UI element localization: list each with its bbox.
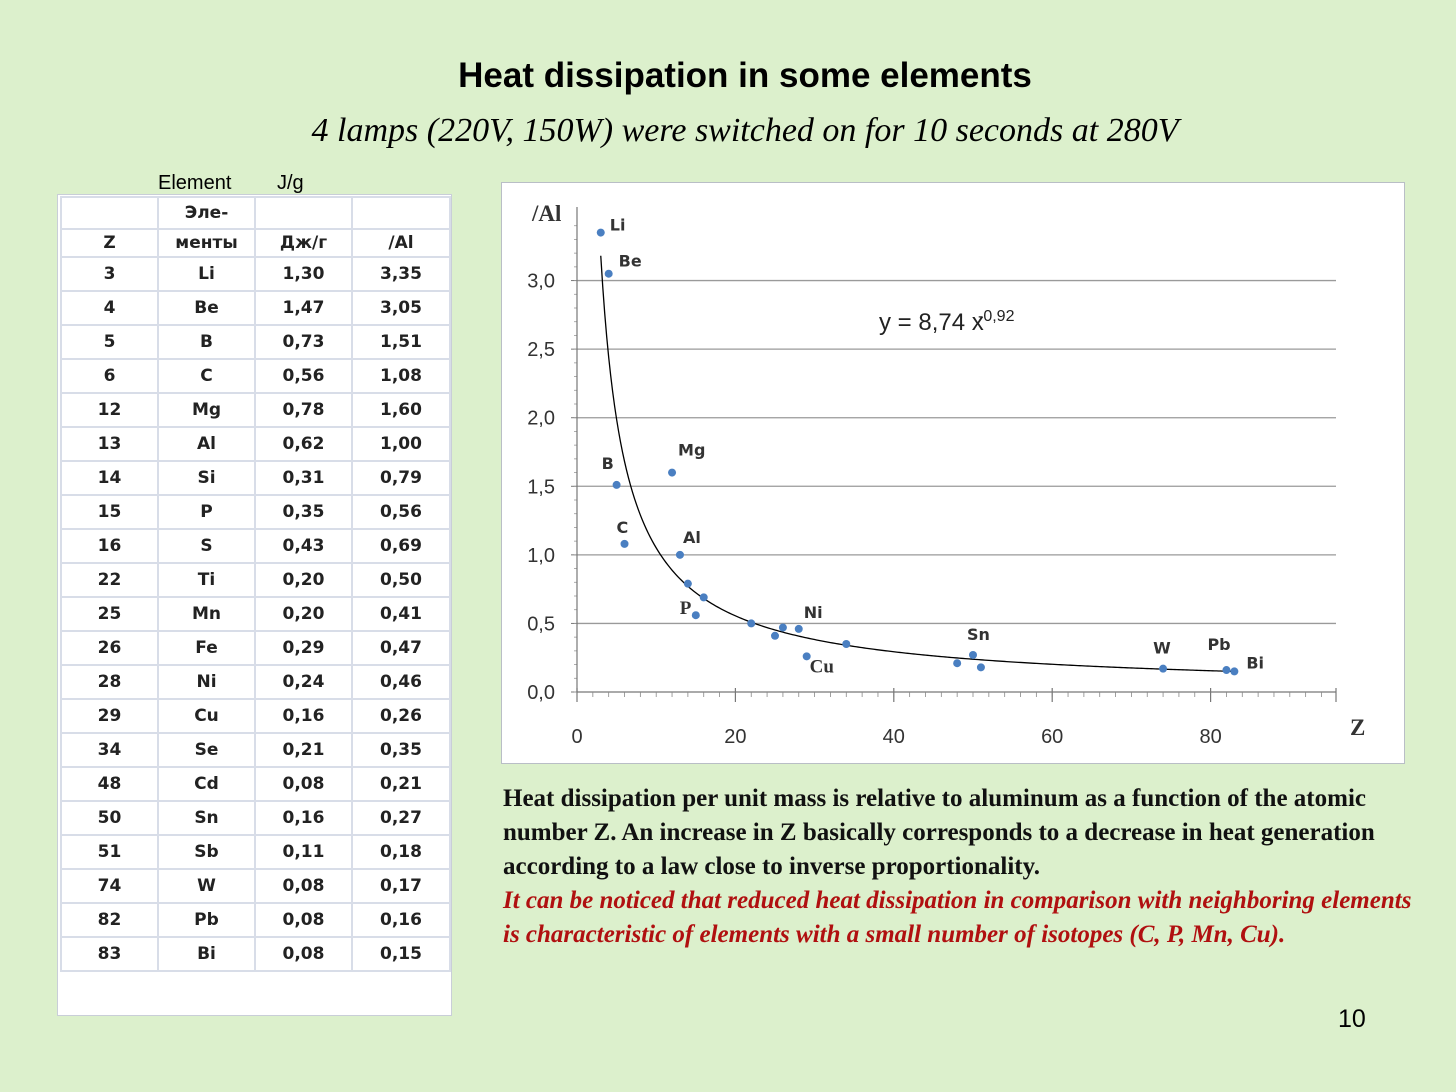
table-row xyxy=(61,325,450,359)
x-axis-label: Z xyxy=(1350,715,1366,740)
table-header-row xyxy=(61,229,450,257)
point-label: Cu xyxy=(809,656,834,678)
cell-element: Cd xyxy=(158,767,255,801)
point-label: Al xyxy=(682,527,701,547)
cell-jg: 0,78 xyxy=(255,393,352,427)
cell-jg: 0,35 xyxy=(255,495,352,529)
data-point xyxy=(613,481,621,489)
table-row xyxy=(61,563,450,597)
table-row xyxy=(61,699,450,733)
table-row xyxy=(61,801,450,835)
x-tick-label: 20 xyxy=(724,726,747,748)
cell-element: Ni xyxy=(158,665,255,699)
table-row xyxy=(61,665,450,699)
x-tick-label: 60 xyxy=(1041,726,1064,748)
cell-jg: 0,73 xyxy=(255,325,352,359)
cell-element: Pb xyxy=(158,903,255,937)
cell-rel-al: 3,05 xyxy=(352,291,450,325)
cell-element: Be xyxy=(158,291,255,325)
point-label: Bi xyxy=(1246,653,1265,673)
table-row xyxy=(61,257,450,291)
cell-rel-al: 0,15 xyxy=(352,937,450,971)
description-note: It can be noticed that reduced heat dissipation in comparison with neighboring elements is characteristic of elements with a small number of isotopes (C, P, Mn, Cu). xyxy=(503,887,1412,948)
scatter-chart xyxy=(502,183,1404,763)
cell-jg: 0,62 xyxy=(255,427,352,461)
data-point xyxy=(605,270,613,278)
cell-z: 25 xyxy=(61,597,158,631)
cell-z xyxy=(61,197,158,229)
point-label: P xyxy=(679,598,692,620)
data-point xyxy=(676,551,684,559)
cell-jg: 0,56 xyxy=(255,359,352,393)
cell-element: P xyxy=(158,495,255,529)
cell-z: 22 xyxy=(61,563,158,597)
cell-rel-al: 0,79 xyxy=(352,461,450,495)
x-tick-label: 40 xyxy=(882,726,905,748)
table-row xyxy=(61,869,450,903)
y-tick-label: 0,5 xyxy=(527,613,555,636)
trendline-exponent: -0,92 xyxy=(978,308,1015,325)
cell-rel-al: 0,41 xyxy=(352,597,450,631)
cell-element: Mn xyxy=(158,597,255,631)
cell-jg xyxy=(255,197,352,229)
y-tick-label: 2,0 xyxy=(527,407,555,430)
cell-element: C xyxy=(158,359,255,393)
point-label: Li xyxy=(609,215,626,235)
data-point xyxy=(1222,666,1230,674)
cell-element: менты xyxy=(158,229,255,257)
cell-rel-al: 0,46 xyxy=(352,665,450,699)
cell-z: 48 xyxy=(61,767,158,801)
cell-z: 34 xyxy=(61,733,158,767)
table-row xyxy=(61,767,450,801)
cell-jg: 0,16 xyxy=(255,801,352,835)
cell-rel-al: 0,69 xyxy=(352,529,450,563)
data-point xyxy=(842,640,850,648)
point-label: W xyxy=(1153,638,1171,658)
cell-z: 29 xyxy=(61,699,158,733)
cell-z: 26 xyxy=(61,631,158,665)
table-row xyxy=(61,427,450,461)
point-label: Mg xyxy=(678,440,706,460)
cell-jg: 0,24 xyxy=(255,665,352,699)
cell-z: 12 xyxy=(61,393,158,427)
cell-jg: 0,43 xyxy=(255,529,352,563)
cell-jg: 0,29 xyxy=(255,631,352,665)
cell-element: Эле- xyxy=(158,197,255,229)
cell-z: 13 xyxy=(61,427,158,461)
cell-element: Sb xyxy=(158,835,255,869)
table-row xyxy=(61,461,450,495)
cell-z: 3 xyxy=(61,257,158,291)
y-tick-label: 2,5 xyxy=(527,339,555,362)
cell-element: Sn xyxy=(158,801,255,835)
table-row xyxy=(61,359,450,393)
cell-element: Se xyxy=(158,733,255,767)
cell-jg: 0,08 xyxy=(255,937,352,971)
cell-rel-al: 0,21 xyxy=(352,767,450,801)
cell-z: 4 xyxy=(61,291,158,325)
cell-rel-al: 1,08 xyxy=(352,359,450,393)
table-row xyxy=(61,291,450,325)
cell-element: Mg xyxy=(158,393,255,427)
cell-jg: 0,21 xyxy=(255,733,352,767)
table-header-row xyxy=(61,197,450,229)
page-number: 10 xyxy=(1338,1005,1366,1033)
element-table-panel xyxy=(57,194,452,1016)
x-tick-label: 80 xyxy=(1199,726,1222,748)
data-point xyxy=(969,651,977,659)
cell-z: 51 xyxy=(61,835,158,869)
cell-z: 5 xyxy=(61,325,158,359)
point-label: C xyxy=(616,517,629,537)
table-row xyxy=(61,937,450,971)
chart-panel xyxy=(501,182,1405,764)
trendline-equation: y = 8,74 x xyxy=(879,309,984,336)
data-point xyxy=(795,625,803,633)
cell-z: 82 xyxy=(61,903,158,937)
table-row xyxy=(61,733,450,767)
cell-jg: 0,08 xyxy=(255,767,352,801)
description-text: Heat dissipation per unit mass is relative to aluminum as a function of the atomic number Z. An increase in Z basically corresponds to a decrease in heat generation according to a law close to inverse proportionality. xyxy=(503,785,1375,880)
cell-z: 6 xyxy=(61,359,158,393)
data-point xyxy=(1159,665,1167,673)
cell-jg: 0,08 xyxy=(255,869,352,903)
cell-rel-al: 0,27 xyxy=(352,801,450,835)
cell-rel-al: /Al xyxy=(352,229,450,257)
cell-jg: 1,47 xyxy=(255,291,352,325)
data-point xyxy=(953,659,961,667)
cell-rel-al: 0,18 xyxy=(352,835,450,869)
cell-element: Fe xyxy=(158,631,255,665)
cell-element: S xyxy=(158,529,255,563)
cell-z: 83 xyxy=(61,937,158,971)
table-row xyxy=(61,495,450,529)
data-point xyxy=(684,580,692,588)
cell-jg: 0,20 xyxy=(255,597,352,631)
data-point xyxy=(977,663,985,671)
cell-rel-al: 0,47 xyxy=(352,631,450,665)
cell-z: 15 xyxy=(61,495,158,529)
cell-jg: 0,20 xyxy=(255,563,352,597)
cell-rel-al: 0,35 xyxy=(352,733,450,767)
cell-rel-al: 3,35 xyxy=(352,257,450,291)
cell-z: 50 xyxy=(61,801,158,835)
table-row xyxy=(61,529,450,563)
cell-element: Ti xyxy=(158,563,255,597)
cell-jg: 0,11 xyxy=(255,835,352,869)
data-point xyxy=(597,229,605,237)
slide-title: Heat dissipation in some elements xyxy=(458,56,1032,95)
y-tick-label: 3,0 xyxy=(527,270,555,293)
cell-element: Al xyxy=(158,427,255,461)
slide-subtitle: 4 lamps (220V, 150W) were switched on for 10 seconds at 280V xyxy=(311,112,1179,149)
cell-element: Bi xyxy=(158,937,255,971)
table-row xyxy=(61,597,450,631)
cell-element: Si xyxy=(158,461,255,495)
y-tick-label: 1,5 xyxy=(527,476,555,499)
cell-rel-al: 0,17 xyxy=(352,869,450,903)
jg-header-label: J/g xyxy=(277,172,304,194)
cell-rel-al: 1,60 xyxy=(352,393,450,427)
point-label: Sn xyxy=(967,624,990,644)
cell-element: Cu xyxy=(158,699,255,733)
cell-rel-al: 0,50 xyxy=(352,563,450,597)
table-row xyxy=(61,835,450,869)
cell-z: 74 xyxy=(61,869,158,903)
cell-element: W xyxy=(158,869,255,903)
cell-rel-al: 0,16 xyxy=(352,903,450,937)
cell-jg: Дж/г xyxy=(255,229,352,257)
cell-rel-al xyxy=(352,197,450,229)
cell-rel-al: 0,56 xyxy=(352,495,450,529)
data-point xyxy=(747,619,755,627)
table-row xyxy=(61,903,450,937)
cell-jg: 0,08 xyxy=(255,903,352,937)
description xyxy=(503,782,1433,952)
y-tick-label: 0,0 xyxy=(527,682,555,704)
cell-jg: 0,16 xyxy=(255,699,352,733)
cell-rel-al: 1,51 xyxy=(352,325,450,359)
cell-rel-al: 1,00 xyxy=(352,427,450,461)
data-point xyxy=(779,624,787,632)
y-tick-label: 1,0 xyxy=(527,544,555,567)
y-axis-label: /Al xyxy=(532,201,562,226)
table-row xyxy=(61,393,450,427)
data-point xyxy=(771,632,779,640)
point-label: Ni xyxy=(803,602,823,622)
data-point xyxy=(668,469,676,477)
point-label: Be xyxy=(618,251,642,271)
element-table xyxy=(60,196,451,972)
x-tick-label: 0 xyxy=(571,726,583,748)
cell-z: 14 xyxy=(61,461,158,495)
cell-rel-al: 0,26 xyxy=(352,699,450,733)
data-point xyxy=(1230,667,1238,675)
data-point xyxy=(700,593,708,601)
data-point xyxy=(692,611,700,619)
point-label: Pb xyxy=(1207,635,1231,655)
cell-z: 28 xyxy=(61,665,158,699)
data-point xyxy=(621,540,629,548)
element-header-label: Element xyxy=(158,172,232,194)
point-label: B xyxy=(601,453,614,473)
cell-z: Z xyxy=(61,229,158,257)
cell-element: Li xyxy=(158,257,255,291)
cell-z: 16 xyxy=(61,529,158,563)
cell-element: B xyxy=(158,325,255,359)
cell-jg: 0,31 xyxy=(255,461,352,495)
table-row xyxy=(61,631,450,665)
cell-jg: 1,30 xyxy=(255,257,352,291)
